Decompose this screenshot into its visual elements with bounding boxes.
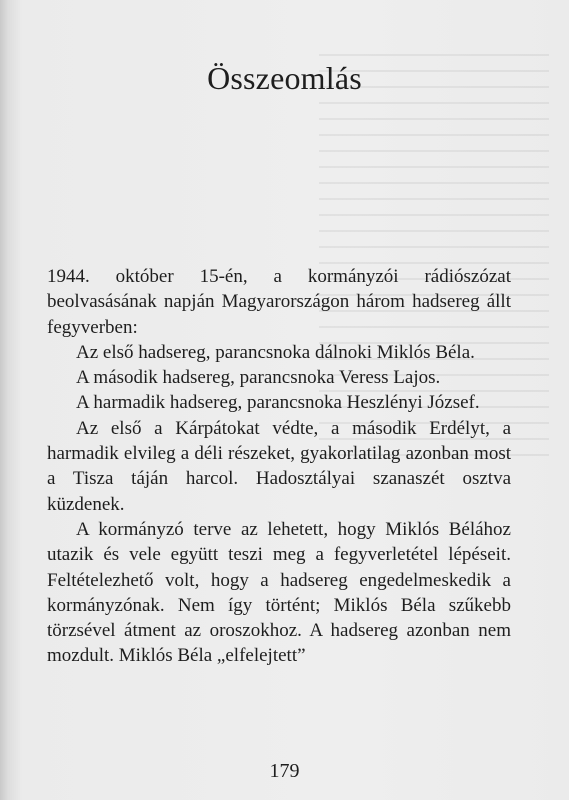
page-number: 179 [269, 760, 300, 782]
paragraph-second-army: A második hadsereg, parancsnoka Veress Lajos. [76, 367, 441, 389]
paragraph-regent-plan: A kormányzó terve az lehetett, hogy Miklós Bélához utazik és vele együtt teszi meg a fegyverletétel lépéseit. Feltételezhető volt, hogy a hadsereg engedelmeskedik a kormányzónak. Nem így történt; Miklós Béla szűkebb törzsével átment az oroszokhoz. A hadsereg azonban nem mozdult. Miklós Béla „elfelejtett” [47, 518, 511, 667]
paragraph-intro: 1944. október 15-én, a kormányzói rádiószózat beolvasásának napján Magyarországon három hadsereg állt fegyverben: [47, 266, 511, 338]
paragraph-first-army: Az első hadsereg, parancsnoka dálnoki Miklós Béla. [76, 341, 475, 363]
paragraph-third-army: A harmadik hadsereg, parancsnoka Heszlényi József. [76, 392, 480, 414]
paragraph-deployment: Az első a Kárpátokat védte, a második Erdélyt, a harmadik elvileg a déli részeket, gyakorlatilag azonban most a Tisza táján harcol. Hadosztályai szanaszét osztva küzdenek. [47, 417, 511, 515]
chapter-body [47, 264, 511, 669]
chapter-title: Összeomlás [207, 60, 362, 96]
